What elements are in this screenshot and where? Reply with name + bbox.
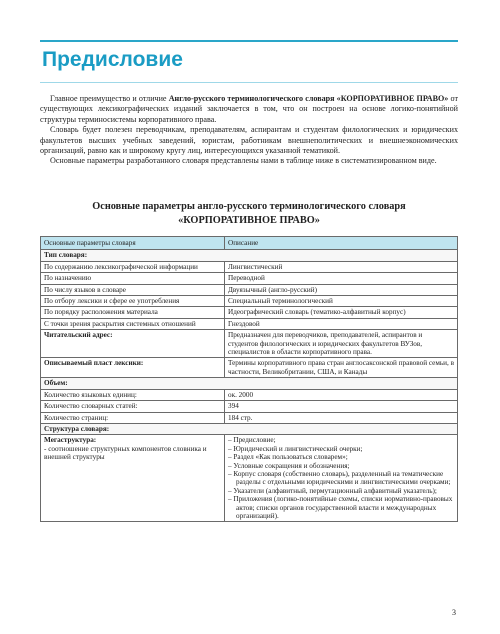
title-top-rule (40, 40, 458, 42)
table-row: По назначению Переводной (41, 273, 458, 284)
list-item: – Юридический и лингвистический очерки; (228, 444, 363, 453)
megastructure-sublabel: - соотношение структурных компонентов словника и внешней структуры (44, 444, 207, 462)
table-header-row (41, 237, 458, 250)
parameters-table (40, 236, 458, 522)
list-item: – Корпус словаря (собственно словарь), разделенный на тематические разделы с отдельными юридическими и лингвистическими очерками; (228, 469, 451, 487)
list-item: – Условные сокращения и обозначения; (228, 461, 350, 470)
megastructure-label: Мегаструктура: (44, 436, 97, 445)
table-row: Описываемый пласт лексики: Термины корпоративного права стран англосаксонской правовой семьи, в частности, Великобритании, США, и Канады (41, 358, 458, 378)
table-row: С точки зрения раскрытия системных отношений Гнездовой (41, 318, 458, 329)
table-row: По содержанию лексикографической информации Лингвистический (41, 261, 458, 272)
column-header-parameters: Основные параметры словаря (41, 237, 225, 250)
section-row-volume: Объем: (41, 378, 458, 389)
table-row: Количество страниц: 184 стр. (41, 412, 458, 423)
intro-text (40, 94, 458, 167)
list-item: – Раздел «Как пользоваться словарем»; (228, 453, 348, 462)
table-row: По отбору лексики и сфере ее употребления Специальный терминологический (41, 296, 458, 307)
page-title: Предисловие (42, 48, 183, 71)
table-heading-line-1: Основные параметры англо-русского терминологического словаря (92, 201, 406, 212)
table-row (41, 435, 458, 522)
page-number: 3 (452, 608, 456, 617)
table-heading (40, 200, 458, 228)
intro-paragraph-2: Словарь будет полезен переводчикам, преподавателям, аспирантам и студентам филологических и юридических факультетов высших учебных заведений, юристам, работникам внешнеполитических и внешнеэкономических организаций, равно как и широкому кругу лиц, интересующихся указанной тематикой. (40, 125, 458, 156)
section-row-structure: Структура словаря: (41, 423, 458, 434)
table-row: По порядку расположения материала Идеографический словарь (тематико-алфавитный корпус) (41, 307, 458, 318)
megastructure-list (228, 436, 454, 520)
dictionary-name: Англо-русского терминологического словаря «КОРПОРАТИВНОЕ ПРАВО» (168, 94, 449, 103)
section-row-type: Тип словаря: (41, 250, 458, 261)
column-header-description: Описание (225, 237, 458, 250)
table-row: Количество словарных статей: 394 (41, 401, 458, 412)
table-heading-line-2: «КОРПОРАТИВНОЕ ПРАВО» (178, 215, 320, 226)
list-item: – Предисловие; (228, 436, 276, 445)
list-item: – Указатели (алфавитный, пермутационный алфавитный указатель); (228, 486, 437, 495)
title-bottom-rule (40, 82, 458, 83)
list-item: – Приложения (логико-понятийные схемы, списки нормативно-правовых актов; списки органов государственной власти и международных организаций). (228, 495, 453, 520)
table-row: По числу языков в словаре Двуязычный (англо-русский) (41, 284, 458, 295)
table-row: Читательский адрес: Предназначен для переводчиков, преподавателей, аспирантов и студентов филологических и юридических факультетов ВУЗов, специалистов в области корпоративного права. (41, 330, 458, 358)
table-row: Количество языковых единиц: ок. 2000 (41, 389, 458, 400)
intro-paragraph-3: Основные параметры разработанного словаря представлены нами в таблице ниже в систематизированном виде. (50, 156, 437, 166)
intro-paragraph-1: Главное преимущество и отличие Англо-русского терминологического словаря «КОРПОРАТИВНОЕ ПРАВО» от существующих лексикографических изданий заключается в том, что он построен на основе логико-понятийной структуры терминосистемы корпоративного права. (40, 94, 458, 124)
